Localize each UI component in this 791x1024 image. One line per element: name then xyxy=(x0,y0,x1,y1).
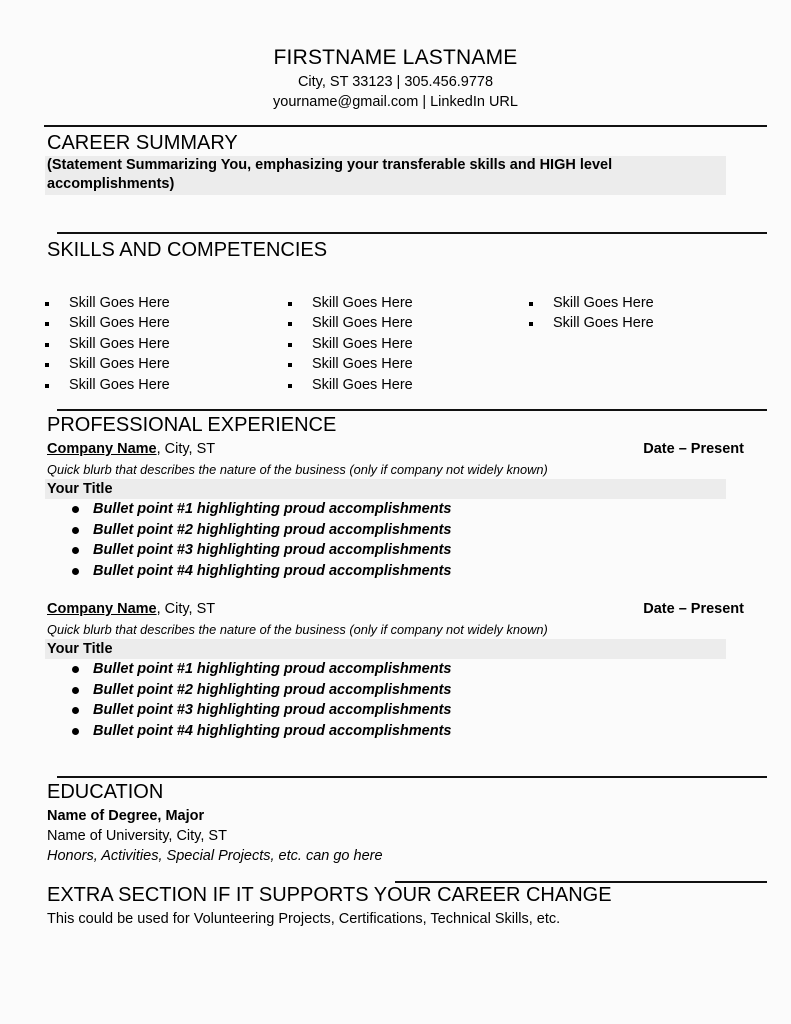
job-title: Your Title xyxy=(45,479,726,499)
square-bullet-icon xyxy=(45,302,49,306)
round-bullet-icon xyxy=(72,666,79,673)
extra-section-heading: EXTRA SECTION IF IT SUPPORTS YOUR CAREER CHANGE xyxy=(47,884,612,906)
section-divider xyxy=(44,125,767,127)
round-bullet-icon xyxy=(72,547,79,554)
resume-page: FIRSTNAME LASTNAME City, ST 33123 | 305.456.9778 yourname@gmail.com | LinkedIn URL CAREER SUMMARY (Statement Summarizing You, emphasizing your transferable skills and HIGH level accomplishments) SKILLS AND COMPETENCIES Skill Goes Here Skill Goes Here Skill Goes Here Skill Goes Here Skill Goes Here Skill Goes Here Skill Goes Here Skill Goes Here Skill Goes Here Skill Goes Here Skill Goes Here Skill Goes Here PROFESSIONAL EXPERIENCE Company Name, City, ST Date – Present Quick blurb that describes the nature of the business (only if company not widely known) Your Title Bullet point #1 highlighting proud accomplishments Bullet point #2 highlighting proud accomplishments Bullet point #3 highlighting proud accomplishments Bullet point #4 highlighting proud accomplishments Company Name, City, ST Date – Present Quick blurb that describes the nature of the business (only if company not widely known) Your Title Bullet point #1 highlighting proud accomplishments Bullet point #2 highlighting proud accomplishments Bullet point #3 highlighting proud accomplishments Bullet point #4 highlighting proud accomplishments EDUCATION Name of Degree, Major Name of University, City, ST Honors, Activities, Special Projects, etc. can go here EXTRA SECTION IF IT SUPPORTS YOUR CAREER CHANGE This could be used for Volunteering Projects, Certifications, Technical Skills, etc. xyxy=(0,0,791,1024)
square-bullet-icon xyxy=(288,322,292,326)
education-notes: Honors, Activities, Special Projects, etc. can go here xyxy=(47,848,383,864)
career-summary-heading: CAREER SUMMARY xyxy=(47,132,238,154)
company-name: Company Name xyxy=(47,601,157,617)
square-bullet-icon xyxy=(529,302,533,306)
square-bullet-icon xyxy=(45,384,49,388)
job-date-range: Date – Present xyxy=(643,601,744,617)
square-bullet-icon xyxy=(288,343,292,347)
job-header-line xyxy=(47,441,215,457)
job-date-range: Date – Present xyxy=(643,441,744,457)
professional-experience-heading: PROFESSIONAL EXPERIENCE xyxy=(47,414,337,436)
round-bullet-icon xyxy=(72,506,79,513)
section-divider xyxy=(395,881,767,883)
square-bullet-icon xyxy=(288,384,292,388)
square-bullet-icon xyxy=(529,322,533,326)
degree-name: Name of Degree, Major xyxy=(47,808,205,824)
round-bullet-icon xyxy=(72,687,79,694)
section-divider xyxy=(57,409,767,411)
company-location: , City, ST xyxy=(156,601,216,617)
job-title: Your Title xyxy=(45,639,726,659)
section-divider xyxy=(57,776,767,778)
skills-heading: SKILLS AND COMPETENCIES xyxy=(47,239,328,261)
square-bullet-icon xyxy=(45,343,49,347)
company-blurb: Quick blurb that describes the nature of the business (only if company not widely known) xyxy=(47,462,548,477)
job-header-line xyxy=(47,601,215,617)
contact-email-linkedin: yourname@gmail.com | LinkedIn URL xyxy=(273,94,518,110)
university-name: Name of University, City, ST xyxy=(47,828,227,844)
company-blurb: Quick blurb that describes the nature of the business (only if company not widely known) xyxy=(47,622,548,637)
square-bullet-icon xyxy=(45,322,49,326)
extra-section-text: This could be used for Volunteering Projects, Certifications, Technical Skills, etc. xyxy=(47,911,561,927)
square-bullet-icon xyxy=(288,302,292,306)
candidate-name: FIRSTNAME LASTNAME xyxy=(273,46,518,69)
round-bullet-icon xyxy=(72,728,79,735)
section-divider xyxy=(57,232,767,234)
round-bullet-icon xyxy=(72,707,79,714)
career-summary-text: (Statement Summarizing You, emphasizing your transferable skills and HIGH level accomplishments) xyxy=(45,156,726,195)
company-location: , City, ST xyxy=(156,441,216,457)
square-bullet-icon xyxy=(45,363,49,367)
contact-address-phone: City, ST 33123 | 305.456.9778 xyxy=(297,74,494,90)
round-bullet-icon xyxy=(72,568,79,575)
square-bullet-icon xyxy=(288,363,292,367)
round-bullet-icon xyxy=(72,527,79,534)
company-name: Company Name xyxy=(47,441,157,457)
education-heading: EDUCATION xyxy=(47,781,164,803)
